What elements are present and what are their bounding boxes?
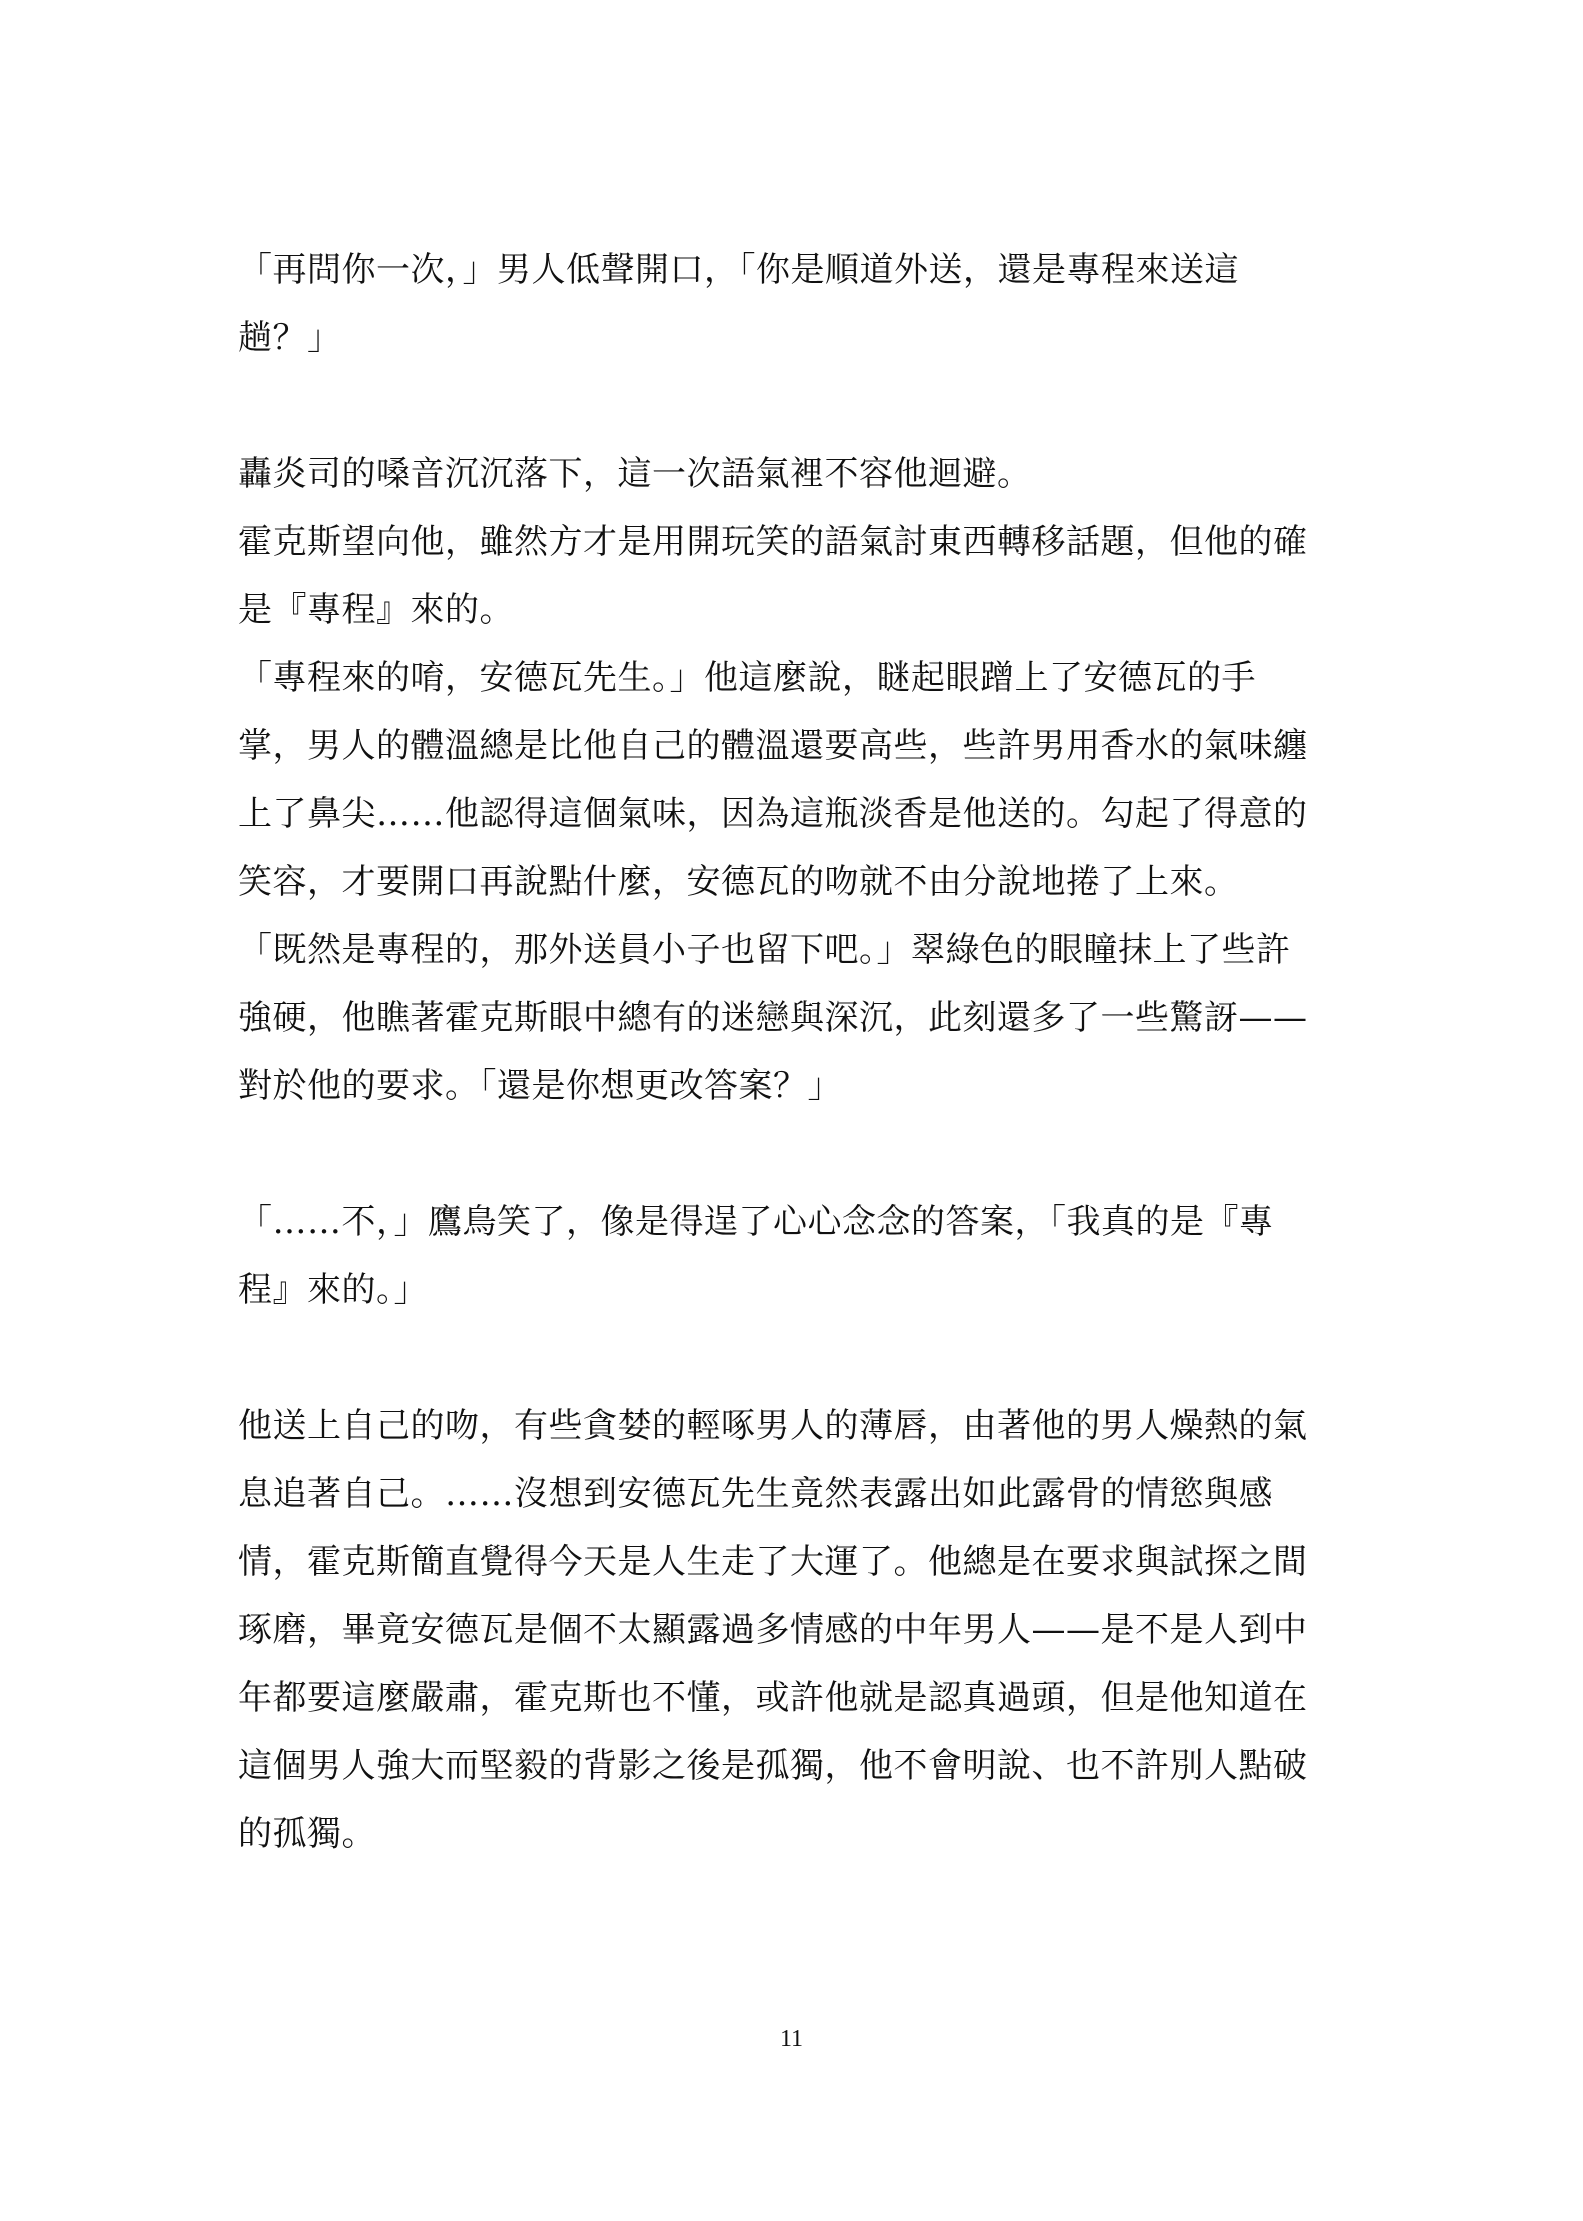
paragraph xyxy=(238,440,1418,508)
text-line: 掌，男人的體溫總是比他自己的體溫還要高些，些許男用香水的氣味纏 xyxy=(238,726,1308,766)
text-line: 息追著自己。……沒想到安德瓦先生竟然表露出如此露骨的情慾與感 xyxy=(238,1474,1273,1514)
text-line: 這個男人強大而堅毅的背影之後是孤獨，他不會明說、也不許別人點破 xyxy=(238,1746,1308,1786)
text-line: 趟？」 xyxy=(238,318,342,358)
text-line: 情，霍克斯簡直覺得今天是人生走了大運了。他總是在要求與試探之間 xyxy=(238,1542,1308,1582)
text-line: 對於他的要求。「還是你想更改答案？」 xyxy=(238,1066,842,1106)
page-number: 11 xyxy=(779,2026,804,2052)
body-text xyxy=(238,236,1418,1868)
paragraph xyxy=(238,508,1418,644)
paragraph-gap xyxy=(238,1324,1418,1392)
text-line: 霍克斯望向他，雖然方才是用開玩笑的語氣討東西轉移話題，但他的確 xyxy=(238,522,1308,562)
text-line: 他送上自己的吻，有些貪婪的輕啄男人的薄唇，由著他的男人燥熱的氣 xyxy=(238,1406,1308,1446)
paragraph xyxy=(238,916,1418,1120)
text-line: 「……不，」鷹鳥笑了，像是得逞了心心念念的答案，「我真的是『專 xyxy=(238,1202,1274,1242)
paragraph-gap xyxy=(238,372,1418,440)
text-line: 「專程來的唷，安德瓦先生。」他這麼說，瞇起眼蹭上了安德瓦的手 xyxy=(238,658,1256,698)
text-line: 是『專程』來的。 xyxy=(238,590,514,630)
paragraph xyxy=(238,1188,1418,1324)
text-line: 笑容，才要開口再說點什麼，安德瓦的吻就不由分說地捲了上來。 xyxy=(238,862,1239,902)
text-line: 程』來的。」 xyxy=(238,1270,428,1310)
text-line: 「再問你一次，」男人低聲開口，「你是順道外送，還是專程來送這 xyxy=(238,250,1239,290)
text-line: 琢磨，畢竟安德瓦是個不太顯露過多情感的中年男人——是不是人到中 xyxy=(238,1610,1308,1650)
text-line: 「既然是專程的，那外送員小子也留下吧。」翠綠色的眼瞳抹上了些許 xyxy=(238,930,1291,970)
text-line: 年都要這麼嚴肅，霍克斯也不懂，或許他就是認真過頭，但是他知道在 xyxy=(238,1678,1308,1718)
text-line: 強硬，他瞧著霍克斯眼中總有的迷戀與深沉，此刻還多了一些驚訝—— xyxy=(238,998,1308,1038)
text-line: 上了鼻尖……他認得這個氣味，因為這瓶淡香是他送的。勾起了得意的 xyxy=(238,794,1308,834)
text-line: 轟炎司的嗓音沉沉落下，這一次語氣裡不容他迴避。 xyxy=(238,454,1032,494)
paragraph xyxy=(238,1392,1418,1868)
paragraph-gap xyxy=(238,1120,1418,1188)
text-line: 的孤獨。 xyxy=(238,1814,376,1854)
paragraph xyxy=(238,236,1418,372)
paragraph xyxy=(238,644,1418,916)
